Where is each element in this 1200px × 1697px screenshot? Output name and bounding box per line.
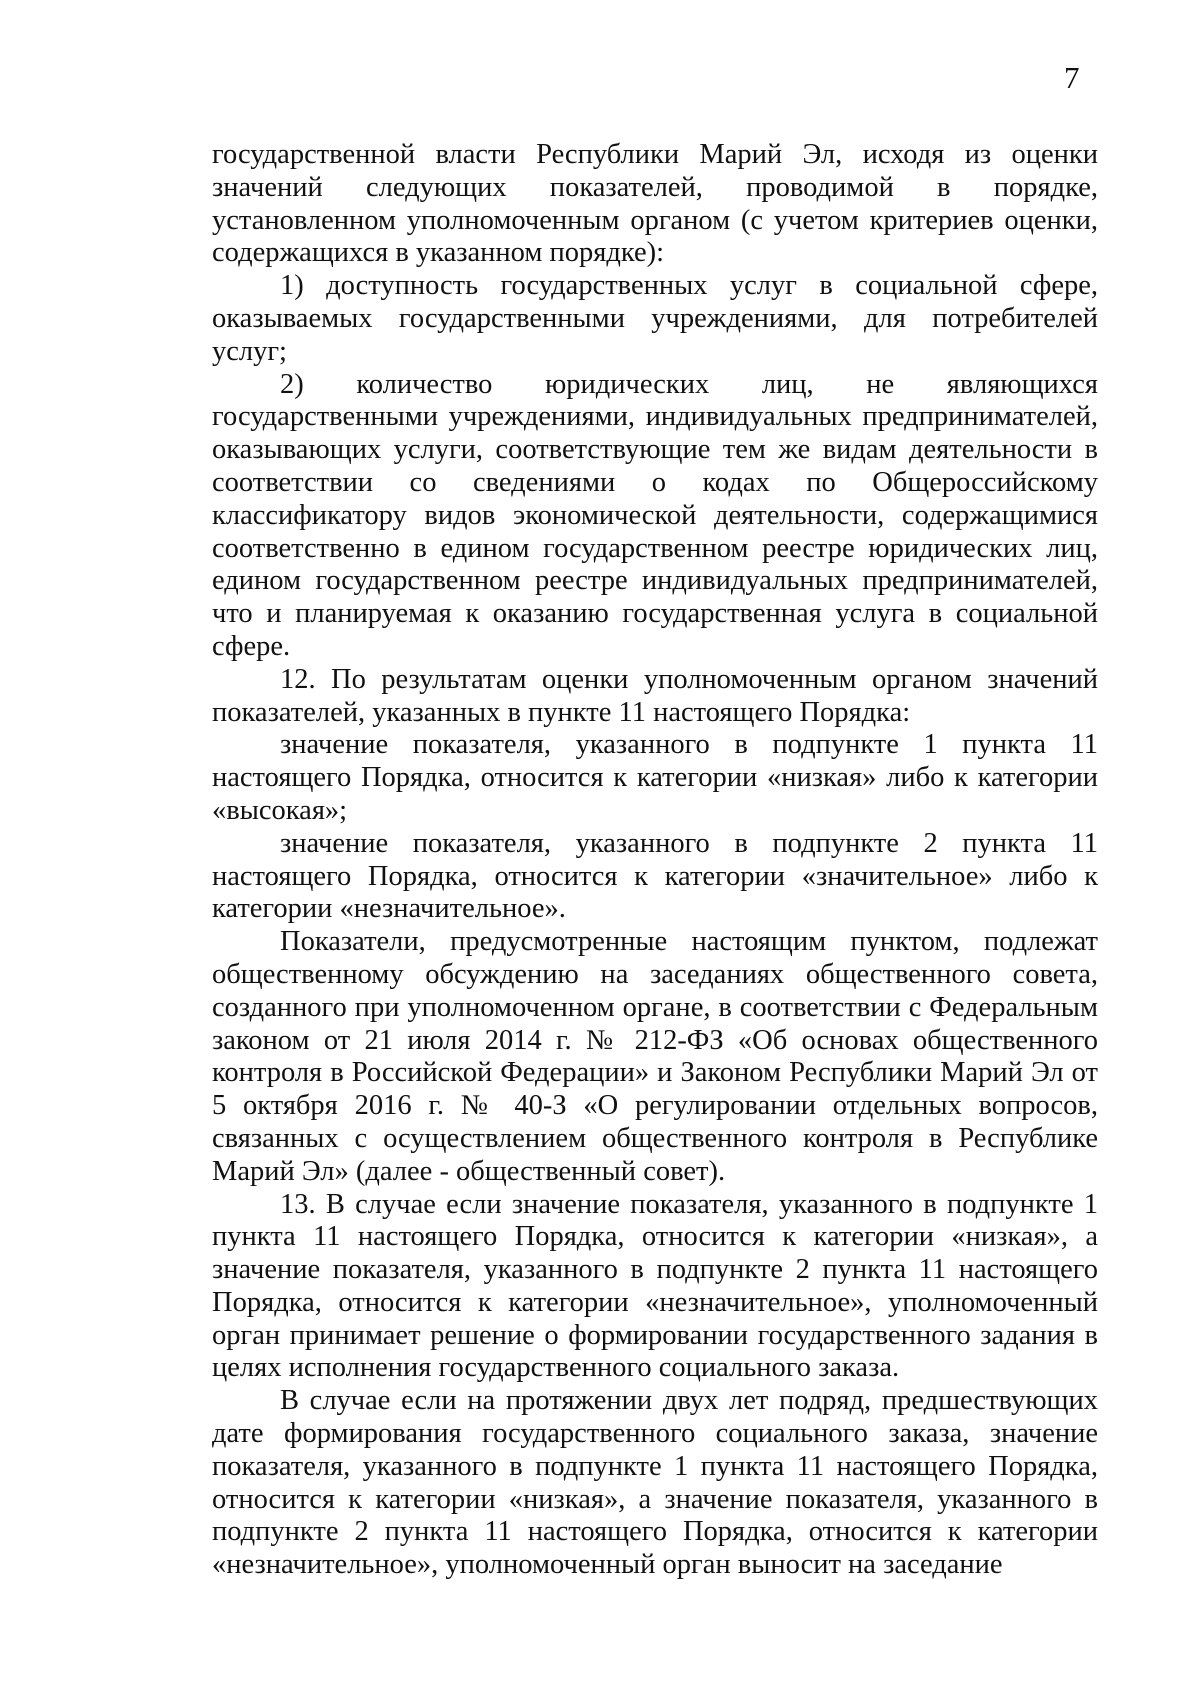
paragraph-subitem-1: 1) доступность государственных услуг в социальной сфере, оказываемых государственными учреждениями, для потребителей услуг; [212,270,1098,367]
paragraph-public-discussion: Показатели, предусмотренные настоящим пунктом, подлежат общественному обсуждению на заседаниях общественного совета, созданного при уполномоченном органе, в соответствии с Федеральным законом от 21 июля 2014 г. № 212-ФЗ «Об основах общественного контроля в Российской Федерации» и Законом Республики Марий Эл от 5 октября 2016 г. № 40-З «О регулировании отдельных вопросов, связанных с осуществлением общественного контроля в Республике Марий Эл» (далее - общественный совет). [212,926,1098,1187]
paragraph-subitem-2: 2) количество юридических лиц, не являющихся государственными учреждениями, индивидуальных предпринимателей, оказывающих услуги, соответствующие тем же видам деятельности в соответствии со сведениями о кодах по Общероссийскому классификатору видов экономической деятельности, содержащимися соответственно в едином государственном реестре юридических лиц, едином государственном реестре индивидуальных предпринимателей, что и планируемая к оказанию государственная услуга в социальной сфере. [212,368,1098,662]
paragraph-two-years: В случае если на протяжении двух лет подряд, предшествующих дате формирования государственного социального заказа, значение показателя, указанного в подпункте 1 пункта 11 настоящего Порядка, относится к категории «низкая», а значение показателя, указанного в подпункте 2 пункта 11 настоящего Порядка, относится к категории «незначительное», уполномоченный орган выносит на заседание [212,1385,1098,1581]
paragraph-indicator-2: значение показателя, указанного в подпункте 2 пункта 11 настоящего Порядка, относится к категории «значительное» либо к категории «незначительное». [212,827,1098,925]
paragraph-clause-12: 12. По результатам оценки уполномоченным органом значений показателей, указанных в пункте 11 настоящего Порядка: [212,663,1098,728]
paragraph-clause-13: 13. В случае если значение показателя, указанного в подпункте 1 пункта 11 настоящего Порядка, относится к категории «низкая», а значение показателя, указанного в подпункте 2 пункта 11 настоящего Порядка, относится к категории «незначительное», уполномоченный орган принимает решение о формировании государственного задания в целях исполнения государственного социального заказа. [212,1188,1098,1384]
page-number: 7 [1064,60,1080,95]
paragraph-continuation: государственной власти Республики Марий Эл, исходя из оценки значений следующих показателей, проводимой в порядке, установленном уполномоченным органом (с учетом критериев оценки, содержащихся в указанном порядке): [212,139,1098,269]
document-body [212,139,1098,1582]
paragraph-indicator-1: значение показателя, указанного в подпункте 1 пункта 11 настоящего Порядка, относится к категории «низкая» либо к категории «высокая»; [212,729,1098,826]
